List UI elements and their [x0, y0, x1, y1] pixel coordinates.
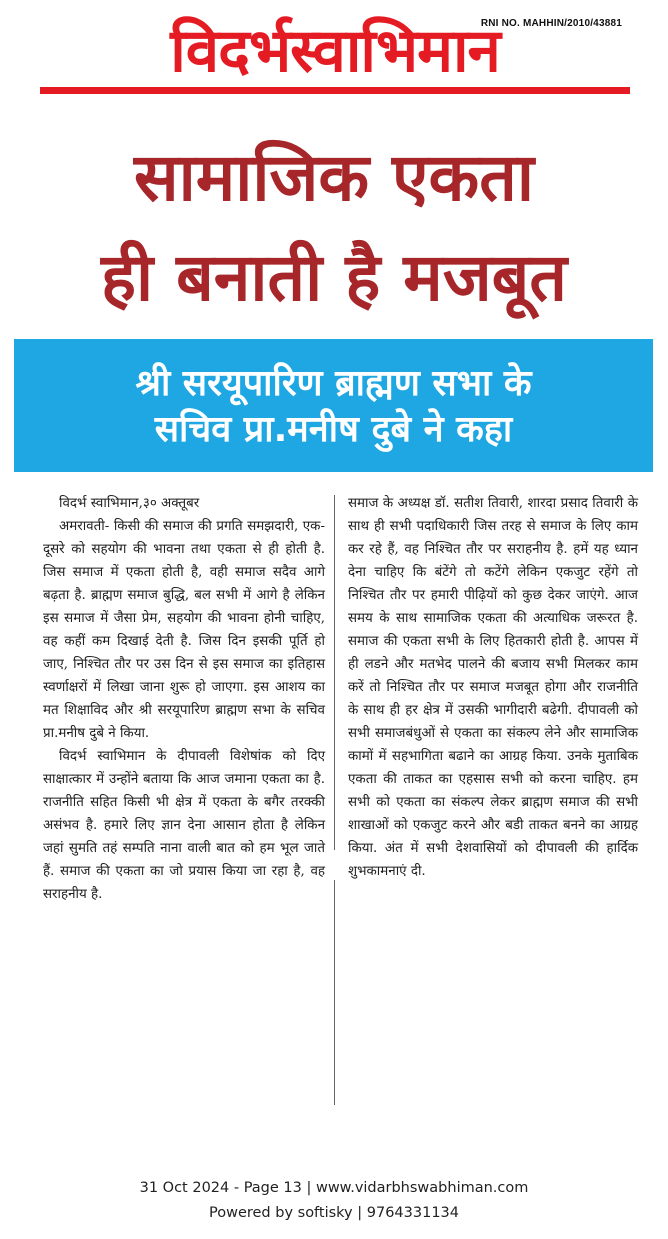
footer-date-page-website: 31 Oct 2024 - Page 13 | www.vidarbhswabhiman.com [139, 1180, 529, 1196]
subheadline-line-1: श्री सरयूपारिण ब्राह्मण सभा के [135, 363, 532, 404]
headline-line-2: ही बनाती है मजबूत [101, 239, 567, 316]
article-column-right [348, 492, 638, 883]
dateline-text: विदर्भ स्वाभिमान,३० अक्तूबर [59, 496, 200, 511]
headline-line-1: सामाजिक एकता [134, 139, 534, 216]
article-paragraph-3: समाज के अध्यक्ष डॉ. सतीश तिवारी, शारदा प्रसाद तिवारी के साथ ही सभी पदाधिकारी जिस तरह से समाज के लिए काम कर रहे हैं, वह निश्चित तौर पर सराहनीय है. हमें यह ध्यान देना चाहिए कि बंटेंगे तो कटेंगे लेकिन एकजुट रहेंगे तो निश्चित तौर पर हमारी पीढ़ियों को कुछ देकर जाएंगे. आज समय के साथ सामाजिक एकता की अत्याधिक जरूरत है. समाज की एकता सभी के लिए हितकारी होती है. आपस में ही लडने और मतभेद पालने की बजाय सभी मिलकर काम करें तो निश्चित तौर पर समाज मजबूत होगा और राजनीति के साथ ही हर क्षेत्र में उसकी भागीदारी बढेगी. दीपावली को सभी समाजबंधुओं से एकता का संकल्प लेने और सामाजिक कामों में सहभागिता बढाने का आग्रह किया. उनके मुताबिक एकता की ताकत का एहसास सभी को करना चाहिए. हम सभी को एकता का संकल्प लेकर ब्राह्मण समाज की सभी शाखाओं को एकजुट करने और बडी ताकत बनने का आग्रह किया. अंत में सभी देशवासियों को दीपावली की हार्दिक शुभकामनाएं दी. [348, 496, 638, 879]
subheadline-banner [14, 339, 653, 472]
article-paragraph-2: विदर्भ स्वाभिमान के दीपावली विशेषांक को दिए साक्षात्कार में उन्होंने बताया कि आज जमाना एकता का है. राजनीति सहित किसी भी क्षेत्र में एकता के बगैर तरक्की असंभव है. हमारे लिए ज्ञान देना आसान होता है लेकिन जहां सुमति तहं सम्पति नाना वाली बात को हम भूल जाते हैं. समाज की एकता का जो प्रयास किया जा रहा है, वह सराहनीय है. [43, 749, 325, 902]
article-column-left [43, 492, 325, 906]
subheadline-line-2: सचिव प्रा.मनीष दुबे ने कहा [154, 409, 513, 450]
column-divider-top [334, 495, 335, 850]
column-divider-bottom [334, 880, 335, 1105]
article-dateline [43, 492, 325, 515]
article-paragraph-1: अमरावती- किसी की समाज की प्रगति समझदारी, एक-दूसरे को सहयोग की भावना तथा एकता से ही होती है. जिस समाज में एकता होती है, वही समाज सदैव आगे बढ़ता है. ब्राह्मण समाज बुद्धि, बल सभी में आगे है लेकिन इस समाज में जैसा प्रेम, सहयोग की भावना होनी चाहिए, वह कहीं कम दिखाई देती है. जिस दिन इसकी पूर्ति हो जाए, निश्चित तौर पर उस दिन से इस समाज का इतिहास स्वर्णाक्षरों में लिखा जाना शुरू हो जाएगा. इस आशय का मत शिक्षाविद और श्री सरयूपारिण ब्राह्मण सभा के सचिव प्रा.मनीष दुबे ने किया. [43, 519, 325, 741]
footer-powered-by: Powered by softisky | 9764331134 [208, 1205, 459, 1221]
masthead-title: विदर्भस्वाभिमान [170, 16, 500, 86]
registration-number: RNI NO. MAHHIN/2010/43881 [480, 18, 622, 29]
